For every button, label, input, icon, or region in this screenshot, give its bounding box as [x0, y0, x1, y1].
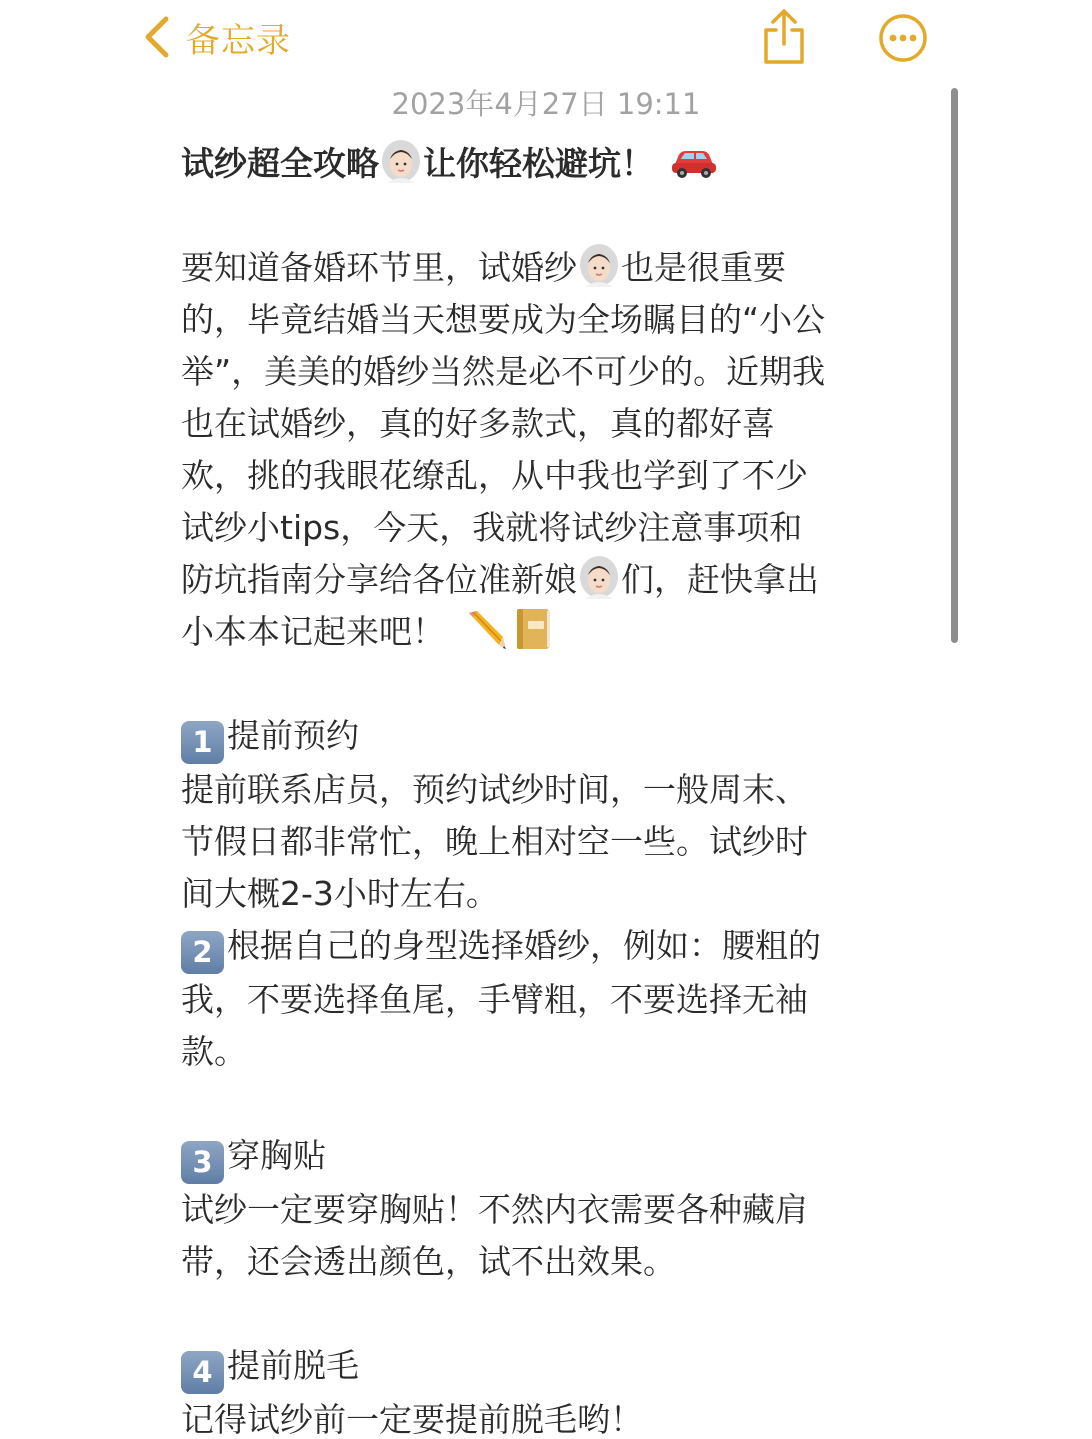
intro-line-6 [181, 502, 921, 554]
highlighted-text: 晚上相对空一些 [445, 816, 676, 868]
text-run: ！不然内衣需要各种藏肩 [445, 1190, 808, 1229]
note-body[interactable] [181, 138, 921, 1439]
highlighted-text: 试纱小tips [181, 502, 340, 554]
number-1-icon: 1 [181, 721, 224, 764]
text-run: ，今天，我就将试纱 [340, 508, 638, 547]
section-2-heading [181, 920, 921, 974]
title-text-2: 让你轻松避坑！ [423, 144, 654, 183]
highlighted-text: 胸贴 [379, 1184, 445, 1236]
intro-line-7 [181, 554, 921, 606]
section-3-line-2: 带，还会透出颜色，试不出效果。 [181, 1242, 676, 1281]
section-1-heading [181, 710, 921, 764]
share-icon[interactable] [760, 8, 808, 66]
text-run: 试纱一定要穿 [181, 1190, 379, 1229]
text-run: 。试纱时 [676, 822, 808, 861]
bride-emoji-icon [379, 139, 423, 183]
title-text: 试纱超全攻略 [181, 144, 379, 183]
text-run: 也是很重要 [621, 248, 786, 287]
section-1-line-3 [181, 868, 921, 920]
section-3-heading [181, 1130, 921, 1184]
highlighted-text: 小本本 [181, 606, 280, 658]
highlighted-text: 注意事项和 [637, 502, 802, 554]
blank-line [181, 658, 921, 710]
section-1-line-1 [181, 764, 921, 816]
text-run: ， [412, 822, 445, 861]
blank-line [181, 1078, 921, 1130]
section-heading: 根据自己的身型选择婚纱，例如：腰粗的 [227, 926, 821, 965]
pencil-emoji-icon [463, 607, 507, 651]
section-4-line-1: 记得试纱前一定要提前脱毛哟！ [181, 1400, 643, 1439]
section-heading: 提前 [227, 1346, 293, 1385]
section-3-line-1 [181, 1184, 921, 1236]
section-1-line-2 [181, 816, 921, 868]
note-date: 2023年4月27日 19:11 [391, 87, 701, 121]
number-4-icon: 4 [181, 1351, 224, 1394]
highlighted-text: 防坑指南 [181, 554, 313, 606]
scrollbar[interactable] [951, 88, 958, 643]
intro-line-2: 的，毕竟结婚当天想要成为全场瞩目的“小公 [181, 300, 826, 339]
car-emoji-icon [670, 145, 718, 179]
note-title [181, 138, 921, 190]
highlighted-text: 2-3 [280, 868, 334, 920]
text-run: 记起来吧！ [280, 612, 445, 651]
intro-line-8 [181, 606, 921, 658]
notebook-emoji-icon [513, 607, 553, 651]
intro-line-1 [181, 242, 921, 294]
highlighted-text: 节假日都非常忙 [181, 816, 412, 868]
number-3-icon: 3 [181, 1141, 224, 1184]
bride-emoji-icon [577, 243, 621, 287]
text-run: 小时左右。 [333, 874, 499, 913]
highlighted-text: 周末、 [709, 764, 808, 816]
highlighted-text: 脱毛 [293, 1340, 359, 1392]
section-2-line-1: 我，不要选择鱼尾，手臂粗，不要选择无袖 [181, 980, 808, 1019]
chevron-left-icon [142, 15, 172, 59]
intro-line-4: 也在试婚纱，真的好多款式，真的都好喜 [181, 404, 775, 443]
bride-emoji-icon [577, 555, 621, 599]
more-options-icon[interactable] [877, 12, 929, 64]
blank-line [181, 1288, 921, 1340]
intro-line-3: 举”，美美的婚纱当然是必不可少的。近期我 [181, 352, 826, 391]
text-run: 要知道备婚环节里，试婚纱 [181, 248, 577, 287]
navigation-bar [0, 0, 1092, 80]
section-4-heading [181, 1340, 921, 1394]
intro-line-5: 欢，挑的我眼花缭乱，从中我也学到了不少 [181, 456, 808, 495]
section-2-line-2: 款。 [181, 1032, 247, 1071]
number-2-icon: 2 [181, 931, 224, 974]
text-run: 分享给各位准新娘 [313, 560, 577, 599]
section-heading: 穿胸贴 [227, 1136, 326, 1175]
text-run: 提前联系店员，预约试纱时间，一般 [181, 770, 709, 809]
text-run: 们，赶快拿出 [621, 560, 819, 599]
back-button[interactable] [142, 12, 291, 62]
section-heading: 提前预约 [227, 716, 359, 755]
back-label: 备忘录 [186, 20, 291, 61]
text-run: 间大概 [181, 874, 280, 913]
